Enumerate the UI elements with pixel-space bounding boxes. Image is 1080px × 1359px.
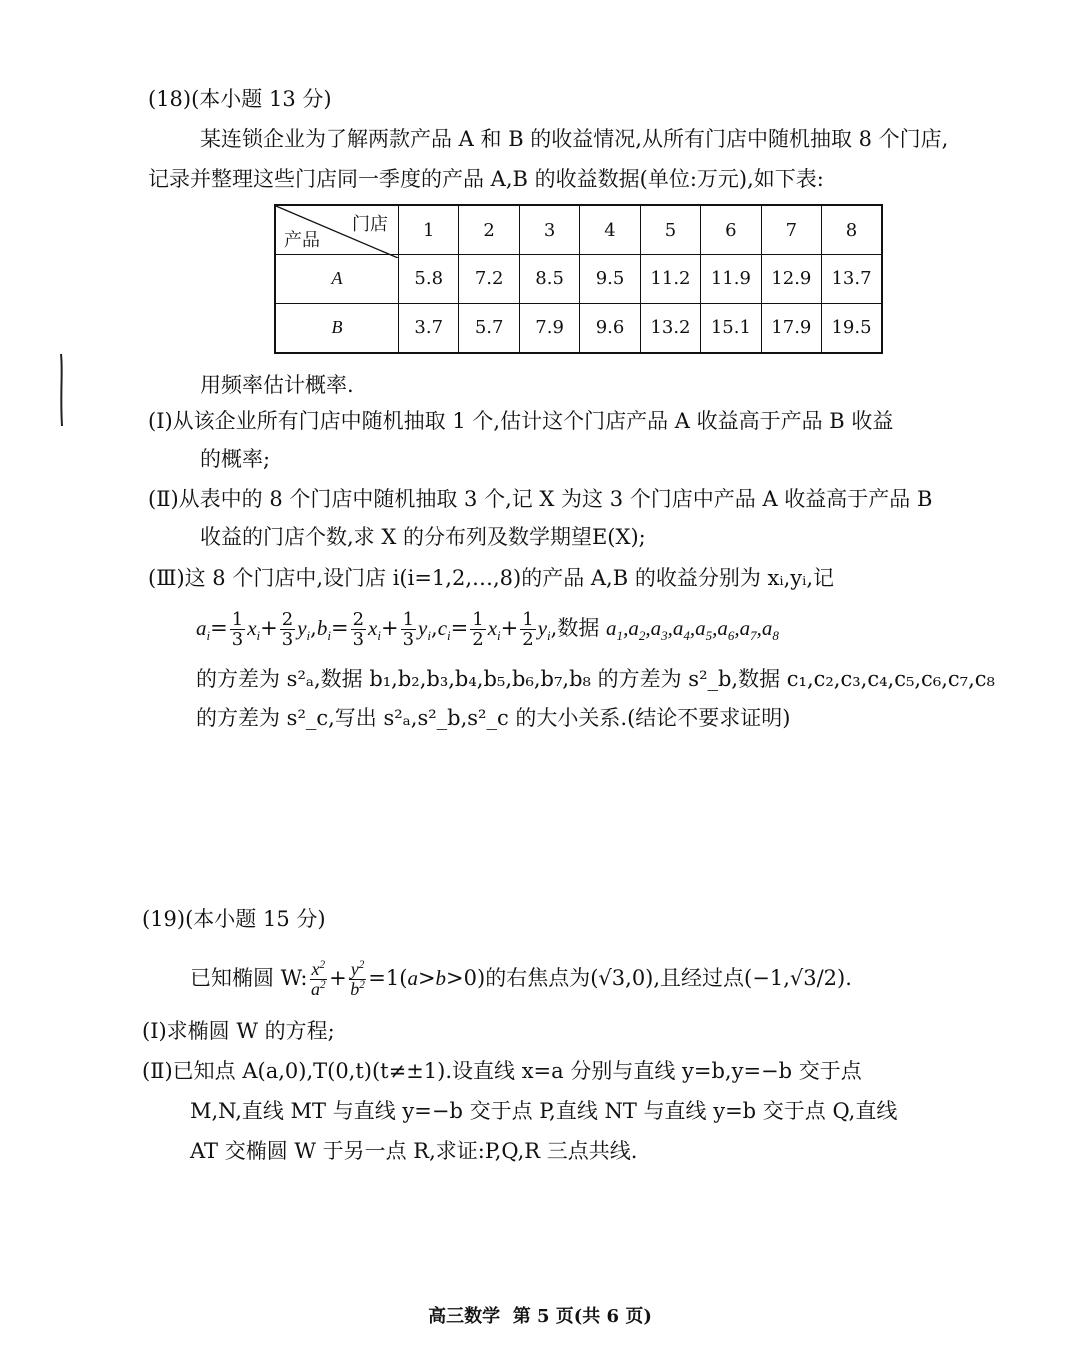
q19-intro: 已知椭圆 W: $\frac{x^2}{a^2}$ + $\frac{y^2}{b^2}$ =1(a>b>0)的右焦点为(√3,0),且经过点(−1,√3/2). xyxy=(190,959,852,999)
q18-note: 用频率估计概率. xyxy=(200,373,354,397)
table-cell: 8.5 xyxy=(519,255,579,304)
formula-c: $c_i$ xyxy=(437,616,451,644)
table-cell: 13.7 xyxy=(822,255,882,304)
fraction: $\frac{2}{3}$ xyxy=(352,609,365,650)
table-cell: 19.5 xyxy=(822,303,882,353)
formula-data-label: ,数据 xyxy=(550,616,600,640)
product-label: B xyxy=(275,303,399,353)
q19-intro-prefix: 已知椭圆 W: xyxy=(190,966,308,990)
table-cell: 7.9 xyxy=(519,303,579,353)
formula-b: $b_i$ xyxy=(316,616,331,644)
fraction: $\frac{1}{3}$ xyxy=(402,609,415,650)
q18-part3-line3: 的方差为 s²ₐ,数据 b₁,b₂,b₃,b₄,b₅,b₆,b₇,b₈ 的方差为 s²_b,数据 c₁,c₂,c₃,c₄,c₅,c₆,c₇,c₈ xyxy=(196,667,995,691)
fraction: $\frac{1}{2}$ xyxy=(522,609,534,650)
table-row xyxy=(275,255,882,304)
table-cell: 13.2 xyxy=(640,303,700,353)
table-cell: 11.9 xyxy=(701,255,761,304)
q19-header: (19)(本小题 15 分) xyxy=(142,907,326,931)
q19-part2-line2: M,N,直线 MT 与直线 y=−b 交于点 P,直线 NT 与直线 y=b 交于点 Q,直线 xyxy=(190,1099,898,1123)
store-header: 5 xyxy=(640,205,700,255)
page-footer: 高三数学 第 5 页(共 6 页) xyxy=(428,1306,652,1327)
product-label: A xyxy=(275,255,399,304)
q18-part2-line1: (Ⅱ)从表中的 8 个门店中随机抽取 3 个,记 X 为这 3 个门店中产品 A 收益高于产品 B xyxy=(148,487,933,511)
store-header: 6 xyxy=(701,205,761,255)
store-header: 3 xyxy=(519,205,579,255)
store-header: 4 xyxy=(580,205,640,255)
table-cell: 9.5 xyxy=(580,255,640,304)
q19-part2-line3: AT 交椭圆 W 于另一点 R,求证:P,Q,R 三点共线. xyxy=(190,1139,638,1163)
table-cell: 5.8 xyxy=(399,255,459,304)
scan-margin-mark xyxy=(56,352,68,428)
fraction: $\frac{x^2}{a^2}$ xyxy=(311,959,326,999)
table-cell: 7.2 xyxy=(459,255,519,304)
table-cell: 15.1 xyxy=(701,303,761,353)
q18-formula-line: $a_i=$ $\frac{1}{3}$ $x_i+$ $\frac{2}{3}$ $y_i,b_i=$ $\frac{2}{3}$ $x_i+$ $\frac{1}{3}$ $y_i,c_i=$ $\frac{1}{2}$ $x_i+$ $\frac{1}{2}$ $y_i$,数据 $a_1,a_2,a_3,a_4,a_5,a_6,a_7,a_8$ xyxy=(196,609,779,650)
fraction: $\frac{y^2}{b^2}$ xyxy=(350,959,365,999)
q18-part3-line4: 的方差为 s²_c,写出 s²ₐ,s²_b,s²_c 的大小关系.(结论不要求证明) xyxy=(196,706,791,730)
q19-intro-suffix: 的右焦点为(√3,0),且经过点(−1,√3/2). xyxy=(485,966,852,990)
q19-part1: (Ⅰ)求椭圆 W 的方程; xyxy=(142,1019,335,1043)
table-row xyxy=(275,303,882,353)
fraction: $\frac{2}{3}$ xyxy=(281,609,294,650)
fraction: $\frac{1}{3}$ xyxy=(231,609,244,650)
q18-part1-line2: 的概率; xyxy=(200,447,271,471)
table-header-row xyxy=(275,205,882,255)
fraction: $\frac{1}{2}$ xyxy=(472,609,484,650)
q18-intro-line2: 记录并整理这些门店同一季度的产品 A,B 的收益数据(单位:万元),如下表: xyxy=(148,167,824,191)
corner-label-product: 产品 xyxy=(284,230,320,252)
table-cell: 11.2 xyxy=(640,255,700,304)
store-header: 8 xyxy=(822,205,882,255)
q19-part2-line1: (Ⅱ)已知点 A(a,0),T(0,t)(t≠±1).设直线 x=a 分别与直线 y=b,y=−b 交于点 xyxy=(142,1059,862,1083)
table-cell: 17.9 xyxy=(761,303,821,353)
q18-part3-line1: (Ⅲ)这 8 个门店中,设门店 i(i=1,2,…,8)的产品 A,B 的收益分别为 xᵢ,yᵢ,记 xyxy=(148,566,835,590)
corner-label-store: 门店 xyxy=(352,214,388,235)
table-cell: 9.6 xyxy=(580,303,640,353)
formula-a-list: $a_1,a_2,a_3,a_4,a_5,a_6,a_7,a_8$ xyxy=(606,616,779,644)
table-cell: 3.7 xyxy=(399,303,459,353)
store-header: 1 xyxy=(399,205,459,255)
formula-a: $a_i$ xyxy=(196,616,211,644)
q18-part1-line1: (Ⅰ)从该企业所有门店中随机抽取 1 个,估计这个门店产品 A 收益高于产品 B 收益 xyxy=(148,409,894,433)
q18-intro-line1: 某连锁企业为了解两款产品 A 和 B 的收益情况,从所有门店中随机抽取 8 个门店, xyxy=(200,127,949,151)
revenue-table xyxy=(274,204,883,354)
table-corner-cell xyxy=(275,205,399,255)
store-header: 2 xyxy=(459,205,519,255)
q18-header: (18)(本小题 13 分) xyxy=(148,87,332,111)
table-cell: 12.9 xyxy=(761,255,821,304)
table-cell: 5.7 xyxy=(459,303,519,353)
store-header: 7 xyxy=(761,205,821,255)
q18-part2-line2: 收益的门店个数,求 X 的分布列及数学期望E(X); xyxy=(200,525,646,549)
